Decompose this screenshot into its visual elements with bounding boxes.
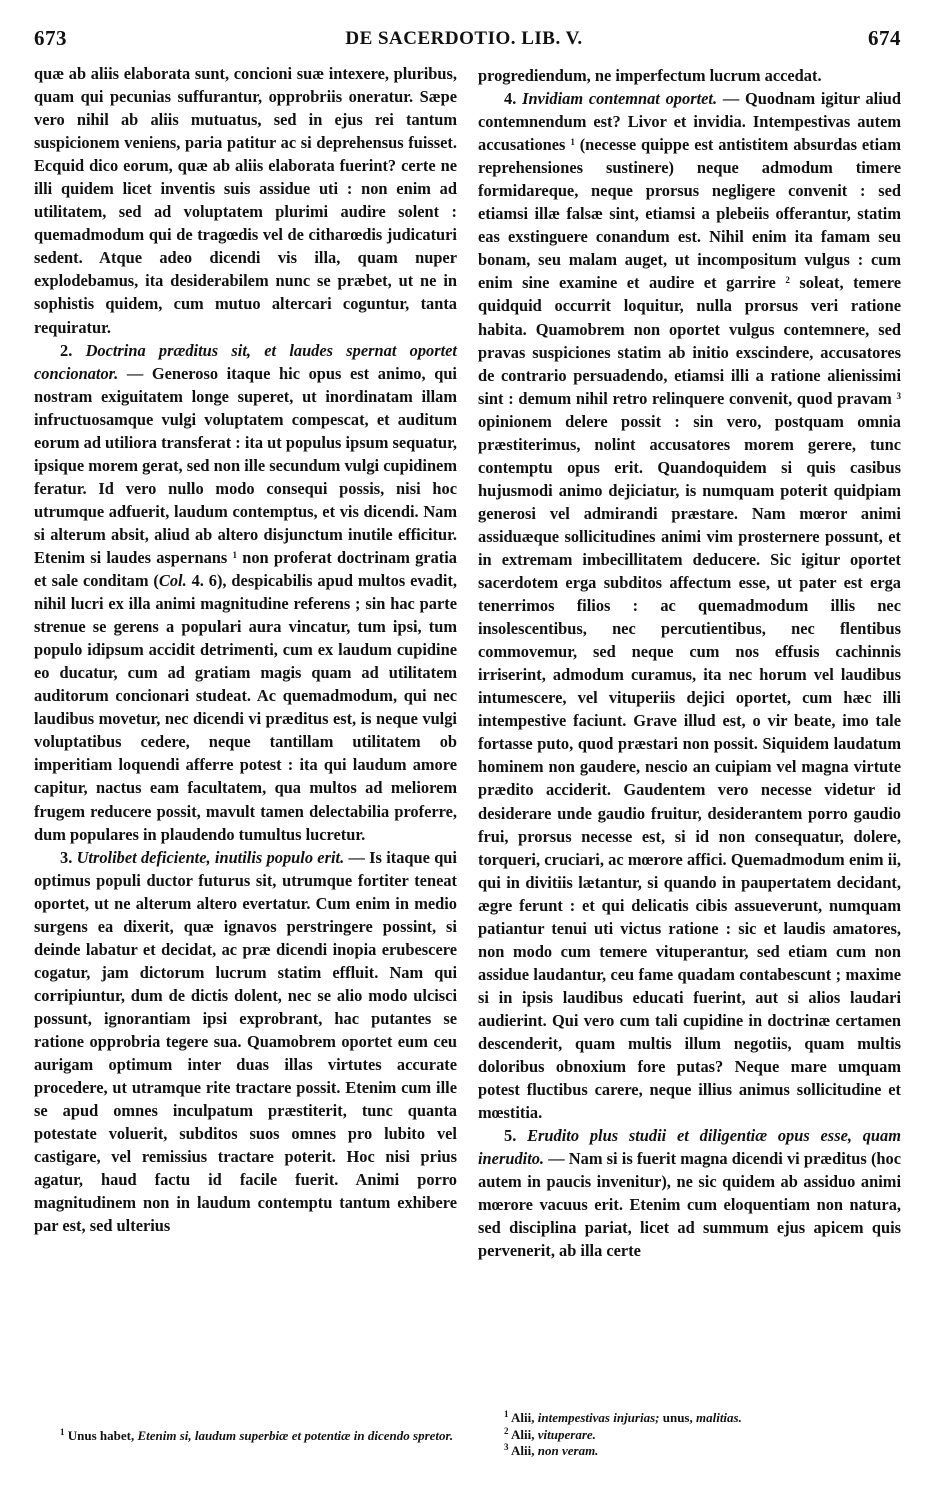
section-text: — Quodnam igitur aliud contemnendum est? Livor et invidia. Intempestivas autem accusationes [478, 89, 901, 155]
page-number-right: 674 [868, 26, 901, 50]
section-text: 4. 6), despicabilis apud multos evadit, nihil lucri ex illa animi magnitudine referens ; sin hac parte strenue se gerens a populari aura vincatur, tum ipsi, tum populo idipsum accidit detrimenti, cum ex laudum cupidine eo ducatur, cum ad gratiam magis quam ad utilitatem auditorum concionari studeat. Ac quemadmodum, qui nec laudibus movetur, nec dicendi vi præditus est, is neque vulgi voluptatibus cedere, neque tantillam utilitatem ob imperitiam loquendi afferre potest : ita qui laudum amore capitur, nactus eam facultatem, qua multos ad meliorem frugem reducere possit, mavult tamen delectabilia proferre, dum populares in plaudendo tumultus lucretur. [34, 571, 458, 844]
section-heading: Erudito plus studii et diligentiæ opus esse, quam inerudito. [478, 1126, 901, 1169]
footnote-text: Unus habet, [64, 1428, 138, 1443]
section-2 [34, 339, 457, 846]
right-column [478, 64, 901, 1262]
section-number: 3. [60, 847, 73, 867]
section-number: 4. [504, 89, 517, 109]
section-heading: Invidiam contemnat oportet. [522, 89, 718, 109]
footnote-variant: non veram. [537, 1443, 599, 1458]
section-3 [34, 846, 457, 1238]
footnote-ref: 3 [896, 390, 901, 401]
section-text: soleat, temere quidquid occurrit loquitur, nulla prorsus veri ratione habita. Quamobrem non oportet vulgus contemnere, sed pravas suspiciones statim ab initio exscindere, accusatores de contrario persuadendo, etiamsi illi a ratione alienissimi sint : demum nihil retro relinquere convenit, quod pravam [478, 273, 901, 408]
page-number-left: 673 [34, 26, 67, 50]
running-header [0, 26, 928, 58]
section-heading: Doctrina præditus sit, et laudes spernat oportet concionator. [34, 340, 457, 383]
section-text: (necesse quippe est antistitem absurdas etiam reprehensiones sustinere) neque admodum timere formidareque, neque prorsus negligere convenit : sed etiamsi illæ falsæ sint, etiamsi a plebeiis offerantur, statim eas exstinguere conandum est. Nihil enim ita famam seu bonam, seu malam auget, ut incompositum vulgus : cum enim sine examine et audire et garrire [478, 135, 901, 293]
footnote [478, 1443, 901, 1460]
footnote-text: unus, [659, 1410, 696, 1425]
footnote-text: Alii, [508, 1410, 538, 1425]
footnote-variant: vituperare. [537, 1426, 596, 1442]
footnote-text: Alii, [508, 1443, 538, 1458]
footnote-ref: 2 [785, 275, 790, 286]
scripture-ref: Col. [158, 571, 187, 591]
section-text: — Nam si is fuerit magna dicendi vi præditus (hoc autem in paucis invenitur), ne sic quidem ab assiduo animi mœrore vacuus erit. Etenim cum eloquentiam non natura, sed disciplina pariat, licet ad summum ejus apicem quis pervenerit, ab illa certe [478, 1149, 901, 1261]
section-number: 5. [504, 1126, 517, 1146]
footnote-mark: 1 [504, 1409, 509, 1419]
running-title: DE SACERDOTIO. LIB. V. [345, 28, 583, 49]
footnote-ref: 1 [232, 549, 237, 560]
section-text: non proferat doctrinam gratia et sale conditam ( [34, 547, 457, 591]
section-heading: Utrolibet deficiente, inutilis populo erit. [76, 847, 345, 867]
section-5 [478, 1124, 901, 1262]
section-text: — Is itaque qui optimus populi ductor futurus sit, utrumque fortiter teneat oportet, ut ne alterum altero evertatur. Cum enim in medio surgens ea dixerit, quæ ignavos perstringere possint, si deinde labatur et decidat, ac præ dicendi inopia erubescere cogatur, jam dictorum lucrum statim effluit. Nam qui corripiuntur, dum de dictis dolent, nec se alio modo ulcisci possunt, ignorantiam ipsi exprobrant, hac putantes se ratione opprobria tegere sua. Quamobrem oportet eum ceu aurigam optimum inter duas illas virtutes accurate procedere, ut utramque rite tractare possit. Etenim cum ille se apud omnes inculpatum præstiterit, tunc quanta potestate voluerit, subditos suos omnes pro lubito vel castigare, vel remissius tractare poterit. Hoc nisi prius agatur, haud factu id facile fuerit. Animi porro magnitudinem non in laudum contemptu tantum exhibere par est, sed ulterius [34, 847, 457, 1236]
footnotes-right [478, 1410, 901, 1460]
footnote-variant: malitias. [695, 1410, 742, 1425]
footnote [34, 1428, 457, 1445]
section-number: 2. [60, 340, 73, 360]
footnote-mark: 1 [60, 1427, 65, 1437]
footnote-text: Alii, [508, 1426, 538, 1442]
continuation-paragraph: progrediendum, ne imperfectum lucrum accedat. [478, 66, 822, 85]
footnote-variant: Etenim si, laudum superbiæ et potentiæ in dicendo spretor. [137, 1428, 454, 1443]
section-text: — Generoso itaque hic opus est animo, qui nostram exiguitatem longe superet, ut inordinatam illam infructuosamque vulgi voluptatem compescat, et auditum eorum ad utiliora transferat : ita ut populus ipsum sequatur, ipsique morem gerat, sed non ille secundum vulgi cupidinem feratur. Id vero nullo modo consequi possis, nisi hoc utrumque adfuerit, laudum contemptus, et vis dicendi. Nam si alterum absit, aliud ab altero disjunctum inutile efficitur. Etenim si laudes aspernans [34, 363, 457, 567]
footnotes-left [34, 1428, 457, 1445]
footnote-mark: 3 [504, 1442, 509, 1452]
footnote-variant: intempestivas injurias; [537, 1410, 660, 1425]
footnote-ref: 1 [570, 137, 575, 148]
continuation-paragraph: quæ ab aliis elaborata sunt, concioni suæ intexere, pluribus, quam qui pecunias suffurantur, opprobriis oneratur. Sæpe vero nihil ab aliis mutuatus, sed in ejus rei tantum suspicionem veniens, paria patitur ac si deprehensus fuisset. Ecquid dico eorum, quæ ab aliis elaborata fuerint? certe ne illi quidem licet inventis suis assidue uti : non enim ad utilitatem, sed ad voluptatem plurimi audire solent : quemadmodum qui de tragœdis vel de citharœdis judicaturi sedent. Atque adeo dicendi vis illa, quam nuper explodebamus, ita desiderabilem nunc se præbet, ut ne in sophistis quidem, cum mutuo altercari coguntur, tanta requiratur. [34, 64, 457, 337]
footnote [478, 1427, 901, 1444]
left-column [34, 62, 457, 1237]
footnote-mark: 2 [504, 1425, 509, 1436]
footnote [478, 1410, 901, 1427]
section-text: opinionem delere possit : sin vero, postquam omnia præstiterimus, nolint accusatores morem gerere, tunc contemptu opus erit. Quandoquidem si quis casibus hujusmodi animo dejiciatur, is numquam poterit quidpiam generosi vel admirandi præstare. Nam mœror animi assiduæque sollicitudines animi vim prosternere possunt, et in extremam imbecillitatem deducere. Sic igitur oportet sacerdotem erga subditos affectum esse, ut pater est erga tenerrimos filios : ac quemadmodum illis nec insolescentibus, nec percutientibus, nec flentibus commovemur, sed neque cum nos effusis cachinnis irriserint, admodum curamus, ita nec horum vel laudibus intumescere, vel vituperiis dejici oportet, cum hæc illi intempestive faciunt. Grave illud est, o vir beate, imo tale fortasse puto, quod præstari non possit. Siquidem laudatum hominem non gaudere, nescio an cuipiam vel magna virtute prædito acciderit. Gaudentem vero necesse videtur id desiderare unde gaudio fruitur, desiderantem porro gaudio frui, prorsus necesse est, si id non consequatur, dolere, torqueri, cruciari, ac mœrore affici. Quemadmodum enim ii, qui in divitiis lætantur, si quando in paupertatem decidant, ægre ferunt : et qui delicatis cibis assueverunt, numquam patiantur tenui uti victus ratione : sic et laudis amatores, non modo cum temere vituperantur, sed etiam cum non assidue laudantur, ceu fame quadam contabescunt ; maxime si in ipsis laudibus educati fuerint, aut si alios laudari audierint. Qui vero cum tali cupidine in doctrinæ certamen descenderit, quam multis illum negotiis, quam multis doloribus obnoxium fore putas? Neque mare umquam potest fluctibus carere, neque illius animus sollicitudine et mœstitia. [478, 411, 901, 1123]
section-4 [478, 87, 901, 1124]
